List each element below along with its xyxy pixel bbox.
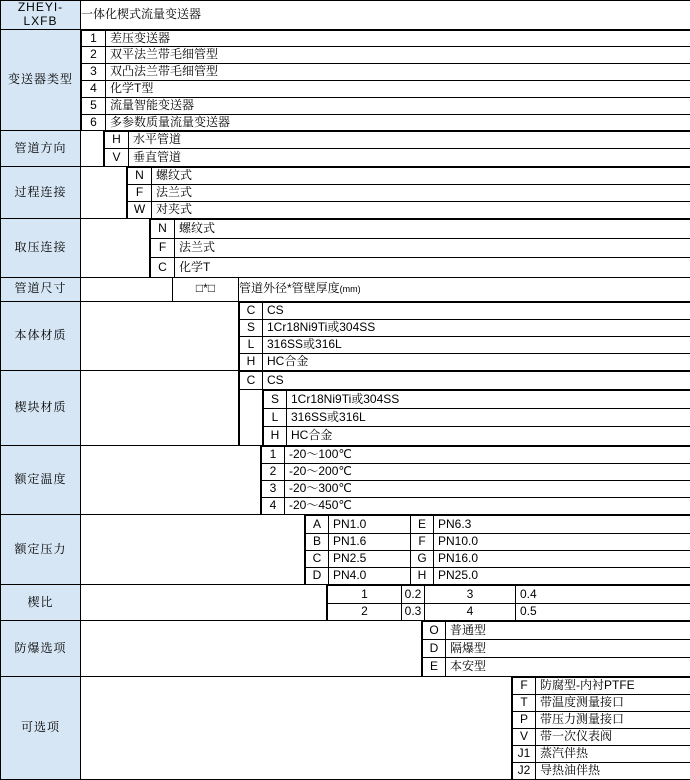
option-desc-2: PN25.0: [434, 567, 690, 584]
table-row-transmitter-type: [1, 29, 690, 131]
spacer-cell: [240, 390, 263, 445]
option-code: V: [513, 728, 536, 745]
table-row-rated-pressure: [1, 515, 690, 585]
list-item[interactable]: [82, 64, 690, 81]
option-desc: 多参数质量流量变送器: [106, 114, 690, 130]
option-desc: -20～300℃: [285, 480, 690, 497]
row-label-wedge-material: 楔块材质: [1, 371, 81, 446]
option-desc: 0.3: [402, 603, 425, 620]
option-desc: [239, 277, 690, 301]
option-desc: 双凸法兰带毛细管型: [106, 64, 690, 81]
row-label-pressure-tap-connection: 取压连接: [1, 219, 81, 278]
list-item[interactable]: [262, 497, 690, 514]
spacer-cell: [81, 277, 173, 301]
list-item[interactable]: [105, 132, 690, 149]
list-item[interactable]: [128, 167, 690, 184]
option-code-2: 4: [425, 603, 516, 620]
option-code: H: [264, 427, 287, 445]
option-desc: HC合金: [263, 353, 690, 370]
list-item[interactable]: [151, 258, 690, 277]
option-desc: 化学T型: [106, 80, 690, 97]
option-code: C: [306, 550, 329, 567]
list-item[interactable]: [513, 677, 690, 694]
option-desc: CS: [263, 302, 690, 319]
table-row-options: [1, 676, 690, 780]
row-label-wedge-ratio: 楔比: [1, 585, 81, 621]
list-item[interactable]: [306, 533, 690, 550]
list-item[interactable]: [82, 114, 690, 130]
option-code: F: [128, 184, 152, 201]
options-pressure-tap-connection: [150, 219, 690, 277]
list-item[interactable]: [240, 353, 690, 370]
option-desc: 防腐型-内衬PTFE: [536, 677, 690, 694]
table-row-body-material: [1, 301, 690, 371]
table-row-header: [1, 1, 690, 30]
option-desc: 316SS或316L: [263, 336, 690, 353]
option-code: S: [264, 391, 287, 409]
option-code-2: 3: [425, 586, 516, 603]
option-code: L: [264, 409, 287, 427]
table-row-pipe-size: [1, 277, 690, 301]
option-desc: 法兰式: [175, 239, 690, 258]
option-code: 1: [262, 446, 285, 463]
list-item[interactable]: [264, 391, 690, 409]
option-code: 1: [328, 586, 402, 603]
options-process-connection: [127, 167, 690, 219]
option-code: 4: [262, 497, 285, 514]
option-code: N: [151, 220, 175, 239]
options-wedge-material: [239, 371, 690, 445]
table-row-rated-temperature: [1, 445, 690, 515]
option-desc: 对夹式: [152, 201, 690, 218]
row-label-pipe-size: 管道尺寸: [1, 277, 81, 301]
list-item[interactable]: [306, 516, 690, 533]
option-code: C: [151, 258, 175, 277]
option-desc: 带压力测量接口: [536, 711, 690, 728]
option-code: 4: [82, 80, 106, 97]
options-rated-temperature: [261, 446, 690, 515]
option-desc: 法兰式: [152, 184, 690, 201]
table-row-explosion-proof: [1, 621, 690, 677]
list-item[interactable]: [82, 97, 690, 114]
table-row-pipe-direction: [1, 131, 690, 167]
list-item[interactable]: [513, 711, 690, 728]
option-code: N: [128, 167, 152, 184]
spacer-cell: [81, 166, 127, 219]
option-desc: 带温度测量接口: [536, 694, 690, 711]
option-code: A: [306, 516, 329, 533]
option-desc-2: 0.4: [516, 586, 690, 603]
option-desc: 双平法兰带毛细管型: [106, 47, 690, 64]
options-explosion-proof: [422, 621, 690, 676]
spacer-cell: [81, 131, 104, 167]
option-code: 6: [82, 114, 106, 130]
option-code: P: [513, 711, 536, 728]
option-code: J1: [513, 745, 536, 762]
list-item[interactable]: [128, 184, 690, 201]
option-code: 5: [82, 97, 106, 114]
option-code: L: [240, 336, 263, 353]
option-code: 3: [82, 64, 106, 81]
option-desc: 垂直管道: [129, 149, 690, 166]
options-transmitter-type: [81, 30, 690, 131]
option-desc: 水平管道: [129, 132, 690, 149]
option-code: 1: [82, 30, 106, 47]
option-desc-2: 0.5: [516, 603, 690, 620]
option-desc: 螺纹式: [152, 167, 690, 184]
options-optional-items: [512, 677, 690, 780]
list-item[interactable]: [328, 586, 690, 603]
row-label-process-connection: 过程连接: [1, 166, 81, 219]
table-row-wedge-ratio: [1, 585, 690, 621]
option-code: 2: [262, 463, 285, 480]
option-desc: PN2.5: [329, 550, 411, 567]
list-item[interactable]: [128, 201, 690, 218]
option-code: D: [423, 640, 446, 658]
list-item[interactable]: [262, 480, 690, 497]
option-desc: -20～200℃: [285, 463, 690, 480]
option-desc-2: PN10.0: [434, 533, 690, 550]
option-desc: -20～100℃: [285, 446, 690, 463]
list-item[interactable]: [513, 745, 690, 762]
list-item[interactable]: [423, 640, 690, 658]
model-title-cell: 一体化楔式流量变送器: [81, 1, 690, 30]
spacer-cell: [81, 371, 239, 446]
option-desc: 流量智能变送器: [106, 97, 690, 114]
row-label-rated-pressure: 额定压力: [1, 515, 81, 585]
option-code: C: [240, 302, 263, 319]
row-label-body-material: 本体材质: [1, 301, 81, 371]
option-code: B: [306, 533, 329, 550]
option-code: 2: [328, 603, 402, 620]
option-code: F: [151, 239, 175, 258]
list-item[interactable]: [105, 149, 690, 166]
spacer-cell: [81, 585, 327, 621]
option-code: S: [240, 319, 263, 336]
option-code-2: H: [411, 567, 434, 584]
list-item[interactable]: [151, 239, 690, 258]
options-body-material: [239, 302, 690, 371]
list-item[interactable]: [240, 336, 690, 353]
list-item[interactable]: [423, 658, 690, 676]
pipe-size-desc-text: 管道外径*管壁厚度(mm): [239, 281, 361, 295]
option-desc: PN1.0: [329, 516, 411, 533]
spacer-cell: [81, 676, 512, 780]
row-label-pipe-direction: 管道方向: [1, 131, 81, 167]
list-item[interactable]: [306, 567, 690, 584]
list-item[interactable]: [151, 220, 690, 239]
options-wedge-ratio: [327, 585, 690, 620]
spacer-cell: [81, 621, 422, 677]
option-code: T: [513, 694, 536, 711]
option-code-2: E: [411, 516, 434, 533]
option-code: C: [240, 372, 263, 390]
option-desc: PN4.0: [329, 567, 411, 584]
option-desc: 螺纹式: [175, 220, 690, 239]
list-item[interactable]: [264, 409, 690, 427]
row-label-options: 可选项: [1, 676, 81, 780]
spacer-cell: [81, 301, 239, 371]
options-pipe-direction: [104, 131, 690, 166]
list-item[interactable]: [513, 762, 690, 779]
option-code: H: [105, 132, 129, 149]
option-code: V: [105, 149, 129, 166]
option-code-2: F: [411, 533, 434, 550]
list-item[interactable]: [513, 728, 690, 745]
option-code: D: [306, 567, 329, 584]
model-code-cell: ZHEYI-LXFB: [1, 1, 81, 30]
list-item[interactable]: [262, 463, 690, 480]
row-label-transmitter-type: 变送器类型: [1, 29, 81, 131]
list-item[interactable]: [306, 550, 690, 567]
option-code: F: [513, 677, 536, 694]
option-desc: 316SS或316L: [287, 409, 690, 427]
spacer-cell: [81, 515, 305, 585]
list-item[interactable]: [328, 603, 690, 620]
option-desc: CS: [263, 372, 690, 390]
list-item[interactable]: [240, 302, 690, 319]
option-desc-2: PN6.3: [434, 516, 690, 533]
options-rated-pressure: [305, 515, 690, 584]
list-item[interactable]: [82, 30, 690, 47]
table-row-process-connection: [1, 166, 690, 219]
table-row-wedge-material: [1, 371, 690, 446]
option-code: W: [128, 201, 152, 218]
table-row-pressure-tap-connection: [1, 219, 690, 278]
option-desc: 1Cr18Ni9Ti或304SS: [287, 391, 690, 409]
option-code: J2: [513, 762, 536, 779]
spacer-cell: [81, 219, 150, 278]
row-label-rated-temperature: 额定温度: [1, 445, 81, 515]
option-desc: PN1.6: [329, 533, 411, 550]
option-desc: -20～450℃: [285, 497, 690, 514]
option-code: 3: [262, 480, 285, 497]
option-code[interactable]: □*□: [173, 277, 239, 301]
option-code: O: [423, 622, 446, 640]
list-item[interactable]: [82, 47, 690, 64]
option-code: 2: [82, 47, 106, 64]
list-item[interactable]: [240, 372, 690, 390]
spacer-cell: [81, 445, 261, 515]
option-desc: 普通型: [446, 622, 690, 640]
option-desc: 蒸汽伴热: [536, 745, 690, 762]
option-desc: 化学T: [175, 258, 690, 277]
option-desc: 1Cr18Ni9Ti或304SS: [263, 319, 690, 336]
option-desc: 本安型: [446, 658, 690, 676]
list-item[interactable]: [262, 446, 690, 463]
option-code: E: [423, 658, 446, 676]
options-wedge-material-sub: [263, 390, 690, 445]
option-desc-2: PN16.0: [434, 550, 690, 567]
list-item[interactable]: [240, 390, 690, 445]
option-desc: 0.2: [402, 586, 425, 603]
row-label-explosion-proof: 防爆选项: [1, 621, 81, 677]
list-item[interactable]: [82, 80, 690, 97]
option-code-2: G: [411, 550, 434, 567]
option-desc: 导热油伴热: [536, 762, 690, 779]
option-code: H: [240, 353, 263, 370]
list-item[interactable]: [240, 319, 690, 336]
option-desc: 带一次仪表阀: [536, 728, 690, 745]
option-desc: HC合金: [287, 427, 690, 445]
list-item[interactable]: [513, 694, 690, 711]
list-item[interactable]: [264, 427, 690, 445]
list-item[interactable]: [423, 622, 690, 640]
option-desc: 隔爆型: [446, 640, 690, 658]
option-desc: 差压变送器: [106, 30, 690, 47]
